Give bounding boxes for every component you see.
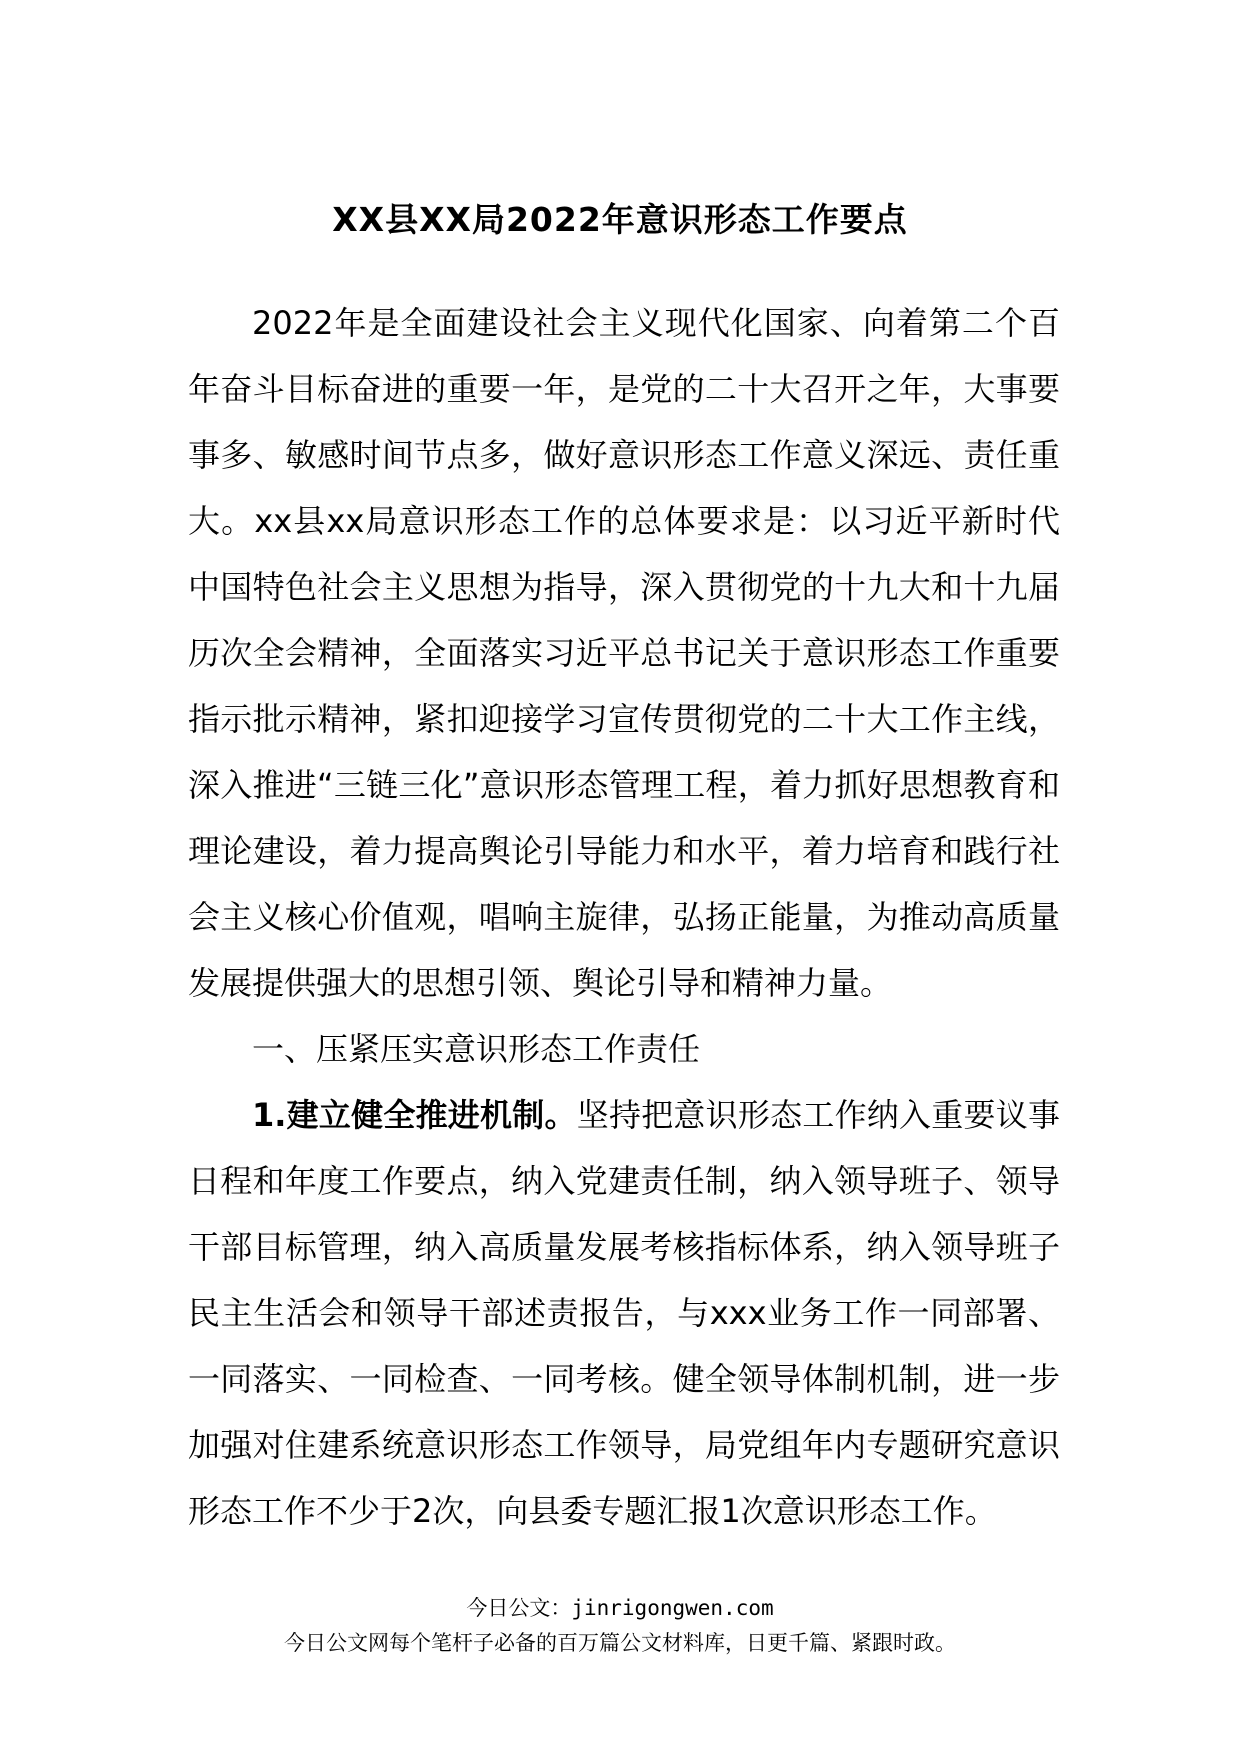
footer-site	[0, 1593, 1240, 1623]
intro-paragraph: 2022年是全面建设社会主义现代化国家、向着第二个百年奋斗目标奋进的重要一年，是党的二十大召开之年，大事要事多、敏感时间节点多，做好意识形态工作意义深远、责任重大。xx县xx局意识形态工作的总体要求是：以习近平新时代中国特色社会主义思想为指导，深入贯彻党的十九大和十九届历次全会精神，全面落实习近平总书记关于意识形态工作重要指示批示精神，紧扣迎接学习宣传贯彻党的二十大工作主线，深入推进“三链三化”意识形态管理工程，着力抓好思想教育和理论建设，着力提高舆论引导能力和水平，着力培育和践行社会主义核心价值观，唱响主旋律，弘扬正能量，为推动高质量发展提供强大的思想引领、舆论引导和精神力量。	[188, 304, 1060, 1002]
item-paragraph	[188, 1082, 1060, 1544]
item-text: 坚持把意识形态工作纳入重要议事日程和年度工作要点，纳入党建责任制，纳入领导班子、领导干部目标管理，纳入高质量发展考核指标体系，纳入领导班子民主生活会和领导干部述责报告，与xxx业务工作一同部署、一同落实、一同检查、一同考核。健全领导体制机制，进一步加强对住建系统意识形态工作领导，局党组年内专题研究意识形态工作不少于2次，向县委专题汇报1次意识形态工作。	[188, 1096, 1060, 1530]
footer-tagline: 今日公文网每个笔杆子必备的百万篇公文材料库，日更千篇、紧跟时政。	[284, 1631, 956, 1655]
document-title: XX县XX局2022年意识形态工作要点	[332, 200, 908, 239]
footer-site-link[interactable]: jinrigongwen.com	[571, 1596, 774, 1620]
section-heading: 一、压紧压实意识形态工作责任	[252, 1030, 701, 1068]
document-body	[188, 290, 1060, 1544]
footer-site-label: 今日公文：	[466, 1596, 572, 1620]
item-lead: 1.建立健全推进机制。	[252, 1096, 577, 1134]
